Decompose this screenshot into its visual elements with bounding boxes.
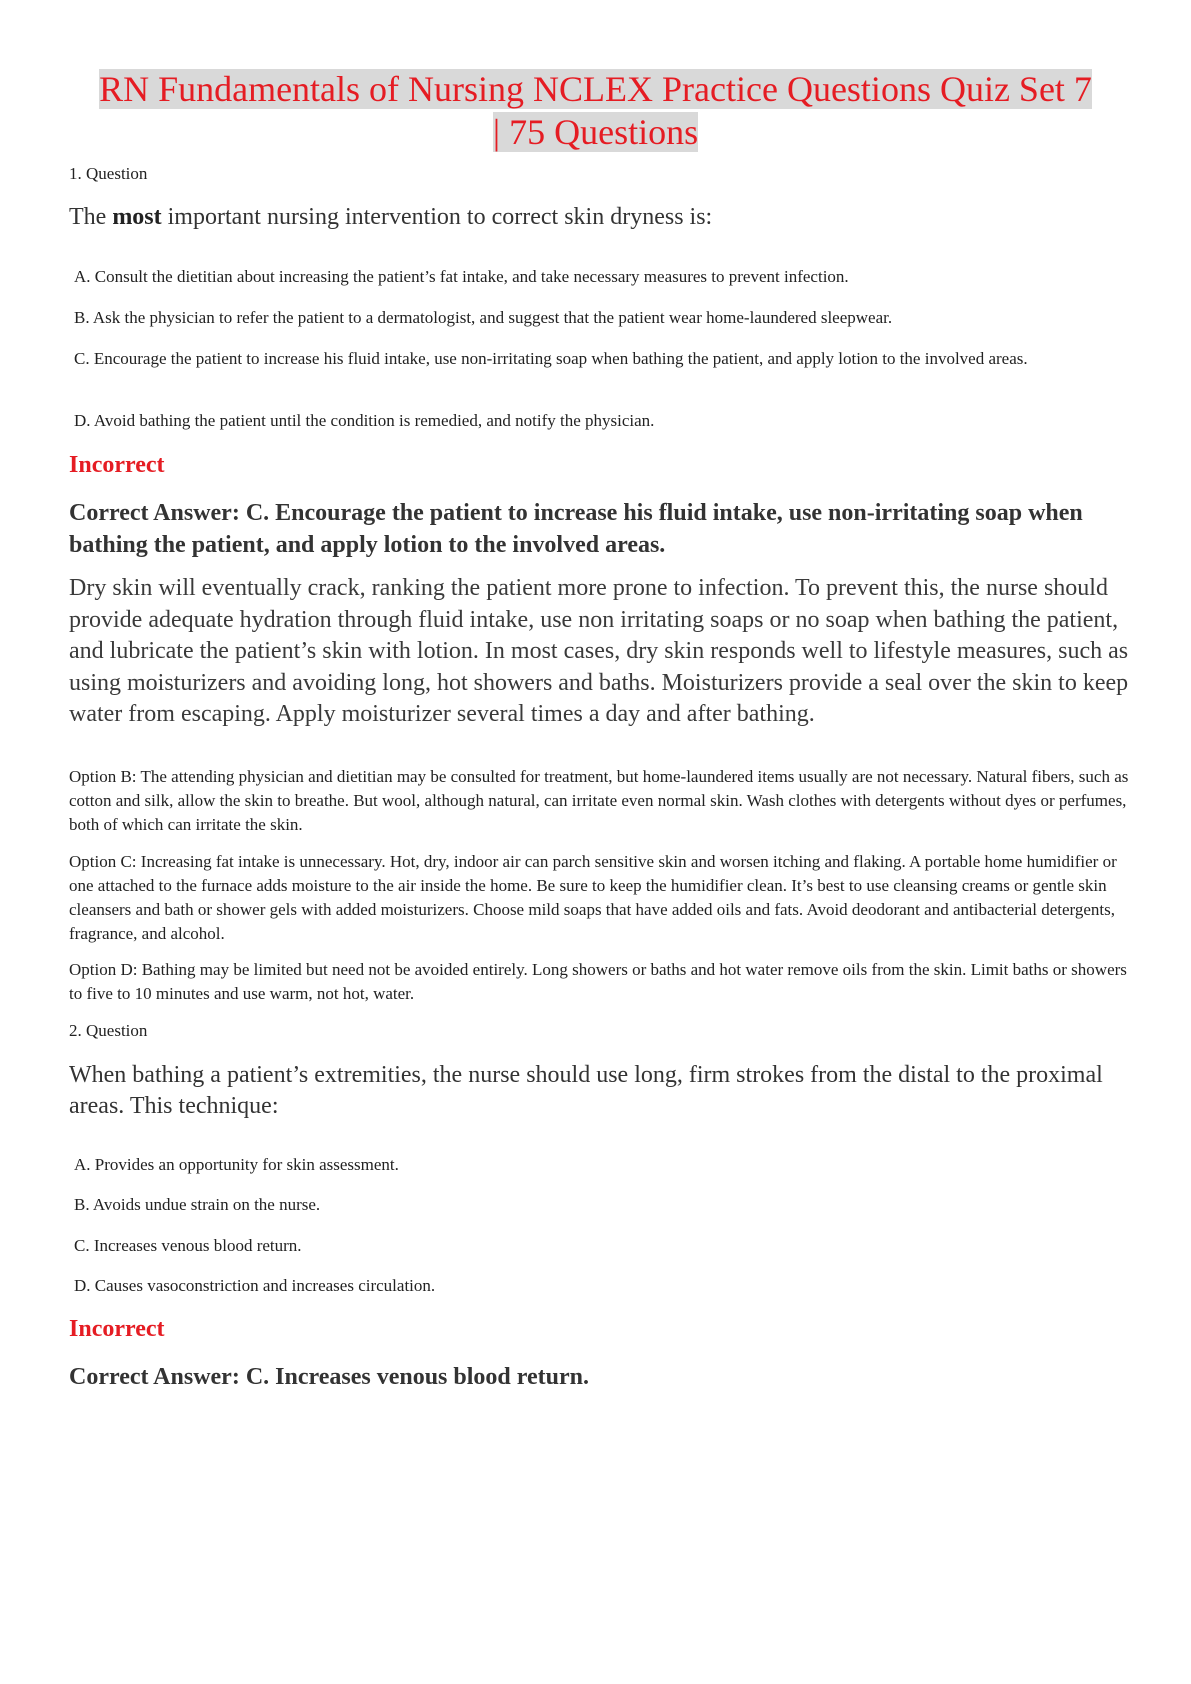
question-1-explanation: Dry skin will eventually crack, ranking the patient more prone to infection. To prevent this, the nurse should provide adequate hydration through fluid intake, use non irritating soaps or no soap when bathing the patient, and lubricate the patient’s skin with lotion. In most cases, dry skin responds well to lifestyle measures, such as using moisturizers and avoiding long, hot showers and baths. Moisturizers provide a seal over the skin to keep water from escaping. Apply moisturizer several times a day and after bathing. [69, 575, 1129, 727]
question-1-number: 1. Question [69, 164, 148, 183]
document-title [60, 68, 1131, 154]
question-1-option-c[interactable]: C. Encourage the patient to increase his fluid intake, use non-irritating soap when bathing the patient, and apply lotion to the involved areas. [74, 349, 1028, 368]
question-1-stem-prefix: The [69, 204, 113, 230]
question-1-option-d[interactable]: D. Avoid bathing the patient until the condition is remedied, and notify the physician. [74, 411, 655, 430]
question-2-correct-answer: Correct Answer: C. Increases venous blood return. [69, 1364, 589, 1390]
question-2-option-a[interactable]: A. Provides an opportunity for skin assessment. [74, 1155, 399, 1174]
question-2-status: Incorrect [69, 1316, 165, 1342]
question-2-option-b[interactable]: B. Avoids undue strain on the nurse. [74, 1195, 321, 1214]
question-1-stem-suffix: important nursing intervention to correct skin dryness is: [161, 204, 713, 230]
question-1-option-a[interactable]: A. Consult the dietitian about increasing the patient’s fat intake, and take necessary measures to prevent infection. [74, 267, 849, 286]
question-1-option-b[interactable]: B. Ask the physician to refer the patient to a dermatologist, and suggest that the patient wear home-laundered sleepwear. [74, 308, 893, 327]
question-2-option-d[interactable]: D. Causes vasoconstriction and increases circulation. [74, 1276, 436, 1295]
question-2-number: 2. Question [69, 1021, 148, 1040]
question-2-option-c[interactable]: C. Increases venous blood return. [74, 1236, 302, 1255]
title-line-2: | 75 Questions [492, 112, 699, 152]
question-1-stem [69, 202, 1124, 233]
question-2-stem: When bathing a patient’s extremities, the nurse should use long, firm strokes from the distal to the proximal areas. This technique: [69, 1062, 1103, 1119]
question-1-option-c-note: Option C: Increasing fat intake is unnecessary. Hot, dry, indoor air can parch sensitive skin and worsen itching and flaking. A portable home humidifier or one attached to the furnace adds moisture to the air inside the home. Be sure to keep the humidifier clean. It’s best to use cleansing creams or gentle skin cleansers and bath or shower gels with added moisturizers. Choose mild soaps that have added oils and fats. Avoid deodorant and antibacterial detergents, fragrance, and alcohol. [69, 852, 1117, 943]
question-1-stem-emphasis: most [112, 204, 162, 230]
question-1-correct-answer: Correct Answer: C. Encourage the patient to increase his fluid intake, use non-irritating soap when bathing the patient, and apply lotion to the involved areas. [69, 500, 1083, 558]
question-1-status: Incorrect [69, 452, 165, 478]
title-line-1: RN Fundamentals of Nursing NCLEX Practice Questions Quiz Set 7 [99, 69, 1092, 109]
question-1-option-b-note: Option B: The attending physician and dietitian may be consulted for treatment, but home-laundered items usually are not necessary. Natural fibers, such as cotton and silk, allow the skin to breathe. But wool, although natural, can irritate even normal skin. Wash clothes with detergents without dyes or perfumes, both of which can irritate the skin. [69, 767, 1129, 834]
question-1-option-d-note: Option D: Bathing may be limited but need not be avoided entirely. Long showers or baths and hot water remove oils from the skin. Limit baths or showers to five to 10 minutes and use warm, not hot, water. [69, 960, 1127, 1003]
